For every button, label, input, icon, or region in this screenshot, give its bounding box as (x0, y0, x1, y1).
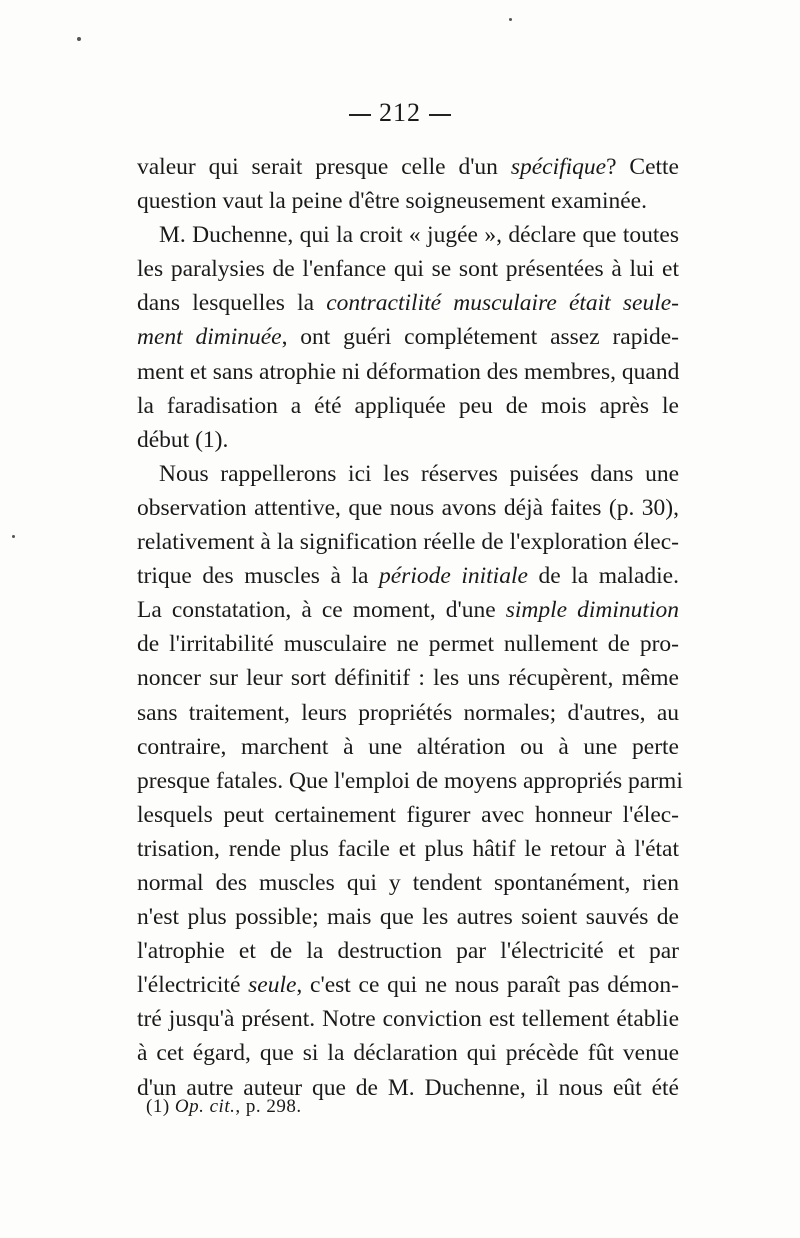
text-line (137, 423, 679, 457)
footnote-reference: Op. cit. (174, 1096, 236, 1117)
text-segment: sans traitement, leurs propriétés normales; d'autres, au (137, 699, 679, 726)
footnote (146, 1096, 302, 1118)
text-line (137, 934, 679, 968)
text-line (137, 1036, 679, 1070)
text-segment: ment et sans atrophie ni déformation des membres, quand (137, 358, 680, 385)
text-line (137, 696, 679, 730)
text-segment: début (1). (137, 426, 229, 453)
text-segment: trique des muscles à la (137, 563, 379, 590)
text-segment: presque fatales. Que l'emploi de moyens appropriés parmi (137, 767, 683, 794)
text-line (137, 491, 679, 525)
text-segment: de l'irritabilité musculaire ne permet nullement de pro- (137, 631, 679, 658)
text-segment: question vaut la peine d'être soigneusement examinée. (137, 188, 647, 215)
italic-segment: période initiale (379, 563, 528, 590)
italic-segment: seule (248, 972, 297, 999)
text-line (137, 798, 679, 832)
text-line (137, 900, 679, 934)
text-segment: , ont guéri complétement assez rapide- (281, 324, 679, 351)
text-line (137, 150, 679, 184)
text-line (137, 252, 679, 286)
text-segment: la faradisation a été appliquée peu de mois après le (137, 392, 679, 419)
header-dash-left (349, 114, 371, 116)
italic-segment: ment diminuée (137, 324, 282, 351)
text-segment: observation attentive, que nous avons déjà faites (p. 30), (137, 494, 679, 521)
paper-speck (77, 37, 81, 41)
footnote-number: (1) (146, 1096, 170, 1117)
text-segment: La constatation, à ce moment, d'une (137, 597, 506, 624)
text-line (137, 559, 679, 593)
text-line (137, 968, 679, 1002)
text-segment: lesquels peut certainement figurer avec honneur l'élec- (137, 801, 679, 828)
text-segment: relativement à la signification réelle de l'exploration élec- (137, 529, 679, 556)
text-segment: Nous rappellerons ici les réserves puisées dans une (159, 460, 679, 487)
page-number: 212 (379, 98, 421, 127)
text-segment: ? Cette (606, 154, 679, 180)
text-segment: d'un autre auteur que de M. Duchenne, il nous eût été (137, 1074, 679, 1101)
text-line (137, 218, 679, 252)
paper-speck (509, 18, 512, 21)
page-header (0, 98, 800, 128)
text-segment: les paralysies de l'enfance qui se sont présentées à lui et (137, 256, 679, 283)
paper-speck (12, 535, 15, 538)
text-line (137, 661, 679, 695)
text-segment: dans lesquelles la (137, 290, 327, 317)
text-segment: M. Duchenne, qui la croit « jugée », déclare que toutes (159, 222, 679, 249)
header-dash-right (429, 114, 451, 116)
text-line (137, 832, 679, 866)
text-line (137, 593, 679, 627)
text-segment: l'électricité (137, 972, 249, 999)
text-line (137, 389, 679, 423)
italic-segment: contractilité musculaire était seule- (326, 290, 679, 317)
text-segment: valeur qui serait presque celle d'un (137, 154, 511, 180)
text-segment: l'atrophie et de la destruction par l'électricité et par (137, 938, 679, 965)
text-line (137, 286, 679, 320)
footnote-page: , p. 298. (235, 1096, 302, 1117)
text-line (137, 627, 679, 661)
text-segment: trisation, rende plus facile et plus hâtif le retour à l'état (137, 835, 679, 862)
text-segment: à cet égard, que si la déclaration qui précède fût venue (137, 1040, 679, 1067)
body-text (137, 150, 683, 1105)
text-segment: tré jusqu'à présent. Notre conviction est tellement établie (137, 1006, 679, 1033)
text-segment: de la maladie. (527, 563, 679, 590)
text-line (137, 184, 679, 218)
text-line (137, 320, 679, 354)
text-segment: n'est plus possible; mais que les autres soient sauvés de (137, 904, 679, 931)
text-line (137, 764, 683, 798)
text-segment: , c'est ce qui ne nous paraît pas démon- (296, 972, 679, 999)
text-line (137, 1002, 679, 1036)
text-line (137, 866, 679, 900)
text-line (137, 355, 679, 389)
text-segment: noncer sur leur sort définitif : les uns récupèrent, même (137, 665, 679, 692)
text-segment: contraire, marchent à une altération ou à une perte (137, 733, 679, 760)
text-line (137, 457, 679, 491)
italic-segment: spécifique (510, 154, 607, 180)
text-segment: normal des muscles qui y tendent spontanément, rien (137, 869, 679, 896)
text-line (137, 525, 679, 559)
text-line (137, 730, 679, 764)
italic-segment: simple diminution (505, 597, 679, 624)
